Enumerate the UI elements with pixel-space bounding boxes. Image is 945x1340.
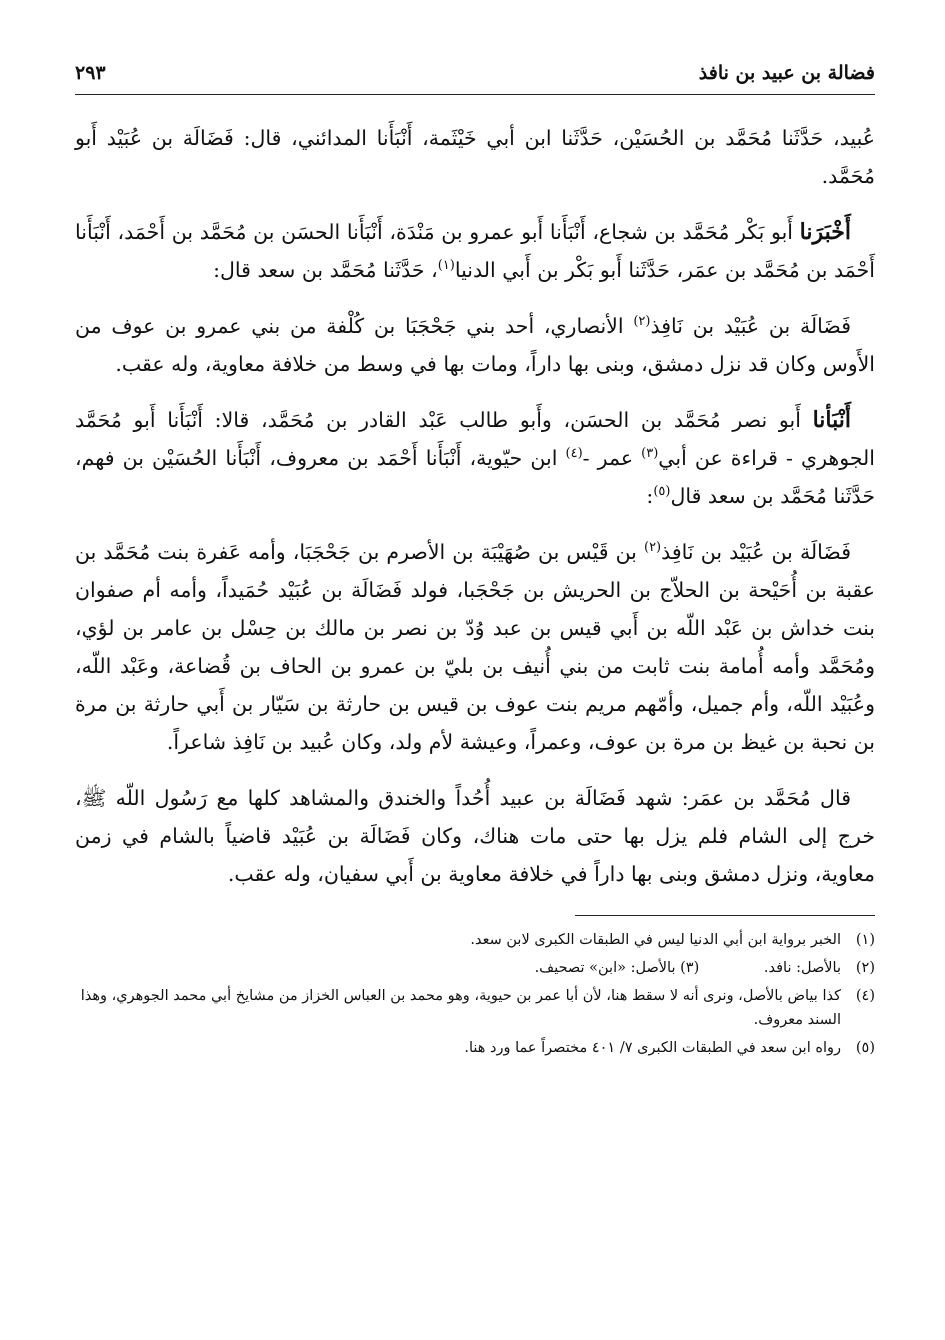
paragraph-4-text-c: ابن حيّوية، أَنْبَأَنا أَحْمَد بن معروف، أَنْبَأَنا الحُسَيْن بن فهم، حَدَّثَنا مُحَمَّد بن سعد قال	[75, 446, 875, 508]
footnote-text-group	[75, 956, 841, 980]
paragraph-4-text-b: عمر -	[582, 446, 642, 470]
paragraph-6	[75, 779, 875, 893]
footnote-5	[75, 1036, 875, 1060]
footnote-number: (٢)	[855, 960, 875, 976]
paragraph-4-text-a: أَبو نصر مُحَمَّد بن الحسَن، وأَبو طالب عَبْد القادر بن مُحَمَّد، قالا: أَنْبَأَنا أَبو مُحَمَّد الجوهري - قراءة عن أبي	[75, 408, 875, 470]
footnote-number: (٥)	[855, 1040, 875, 1056]
footnote-number: (٣)	[680, 960, 700, 976]
paragraph-5-text-b: بن قَيْس بن صُهَيْبَة بن الأصرم بن جَحْجَبَا، وأمه عَفرة بنت مُحَمَّد بن عقبة بن أُحَيْحة بن الحلاّج بن الحريش بن جَحْجَبا، فولد فَضَالَة بن عُبَيْد حُمَيداً، وأمه أم صفوان بنت خداش بن عَبْد اللّه بن أَبي قيس بن عبد وُدّ بن نصر بن مالك بن حِسْل بن عامر بن لؤي، ومُحَمَّد وأمه أُمامة بنت ثابت من بني أُنيف بن بليّ بن عمرو بن الحاف بن قُضاعة، وعَبْد اللّه، وعُبَيْد اللّه، وأم جميل، وأمّهم مريم بنت عوف بن قيس بن حارثة بن سَيّار بن أَبي حارثة بن مرة بن نحبة بن غيظ بن مرة بن عوف، وعمراً، وعيشة لأم ولد، وكان عُبيد بن نَافِذ شاعراً.	[75, 540, 875, 754]
footnote-ref-2[interactable]: (٢)	[633, 314, 651, 330]
footnote-separator	[575, 915, 875, 916]
paragraph-5	[75, 533, 875, 761]
isnad-keyword: أَنْبَأنا	[812, 407, 851, 433]
footnote-ref-1[interactable]: (١)	[437, 258, 455, 274]
paragraph-2-text-b: ، حَدَّثَنا مُحَمَّد بن سعد قال:	[213, 258, 438, 282]
footnote-text: كذا بياض بالأصل، ونرى أنه لا سقط هنا، لأن أبا عمر بن حيوية، وهو محمد بن العباس الخزاز من مشايخ أبي محمد الجوهري، وهذا السند معروف.	[80, 988, 841, 1028]
footnote-ref-3[interactable]: (٣)	[641, 446, 659, 462]
paragraph-3-text-b: الأنصاري، أحد بني جَحْجَبَا بن كُلْفة من بني عمرو بن عوف من الأَوس وكان قد نزل دمشق، وبنى بها داراً، ومات بها في وسط من خلافة معاوية، وله عقب.	[75, 314, 875, 376]
footnotes	[75, 928, 875, 1060]
footnote-2	[75, 956, 875, 980]
book-page	[75, 58, 875, 1298]
paragraph-6-text: قال مُحَمَّد بن عمَر: شهد فَضَالَة بن عبيد أُحُداً والخندق والمشاهد كلها مع رَسُول اللّه ﷺ، خرج إلى الشام فلم يزل بها حتى مات هناك، وكان فَضَالَة بن عُبَيْد قاضياً بالشام في زمن معاوية، ونزل دمشق وبنى بها داراً في خلافة معاوية بن أَبي سفيان، وله عقب.	[75, 786, 875, 886]
footnote-text: الخبر برواية ابن أبي الدنيا ليس في الطبقات الكبرى لابن سعد.	[470, 932, 841, 948]
footnote-number: (٤)	[855, 988, 875, 1004]
paragraph-1-text: عُبيد، حَدَّثَنا مُحَمَّد بن الحُسَيْن، حَدَّثَنا ابن أبي خَيْثَمة، أَنْبَأَنا المدائني، قال: فَضَالَة بن عُبَيْد أَبو مُحَمَّد.	[75, 126, 875, 188]
paragraph-4	[75, 401, 875, 515]
page-number: ٢٩٣	[75, 62, 106, 84]
footnote-text: بالأصل: نافد.	[763, 960, 841, 976]
paragraph-1	[75, 119, 875, 195]
paragraph-2	[75, 213, 875, 289]
footnote-ref-2[interactable]: (٢)	[643, 540, 662, 556]
paragraph-4-text-d: :	[646, 484, 654, 508]
isnad-keyword: أَخْبَرَنا	[799, 219, 851, 245]
paragraph-2-text-a: أَبو بَكْر مُحَمَّد بن شجاع، أَنْبَأَنا أَبو عمرو بن مَنْدَة، أَنْبَأَنا الحسَن بن مُحَمَّد بن أَحْمَد، أَنْبَأَنا أَحْمَد بن مُحَمَّد بن عمَر، حَدَّثَنا أَبو بَكْر بن أَبي الدنيا	[75, 220, 875, 282]
footnote-text: رواه ابن سعد في الطبقات الكبرى ٧/ ٤٠١ مختصراً عما ورد هنا.	[464, 1040, 841, 1056]
footnote-ref-4[interactable]: (٤)	[565, 446, 583, 462]
paragraph-3-text-a: فَضَالَة بن عُبَيْد بن نَافِذ	[650, 314, 851, 338]
paragraph-5-text-a: فَضَالَة بن عُبَيْد بن نَافِذ	[661, 540, 851, 564]
footnote-text: بالأصل: «ابن» تصحيف.	[534, 960, 676, 976]
page-header	[75, 58, 875, 95]
footnote-number: (١)	[855, 932, 875, 948]
footnote-4	[75, 984, 875, 1032]
footnote-ref-5[interactable]: (٥)	[653, 484, 671, 500]
footnote-1	[75, 928, 875, 952]
paragraph-3	[75, 307, 875, 383]
running-title: فضالة بن عبيد بن نافذ	[698, 62, 875, 84]
main-text	[75, 119, 875, 893]
